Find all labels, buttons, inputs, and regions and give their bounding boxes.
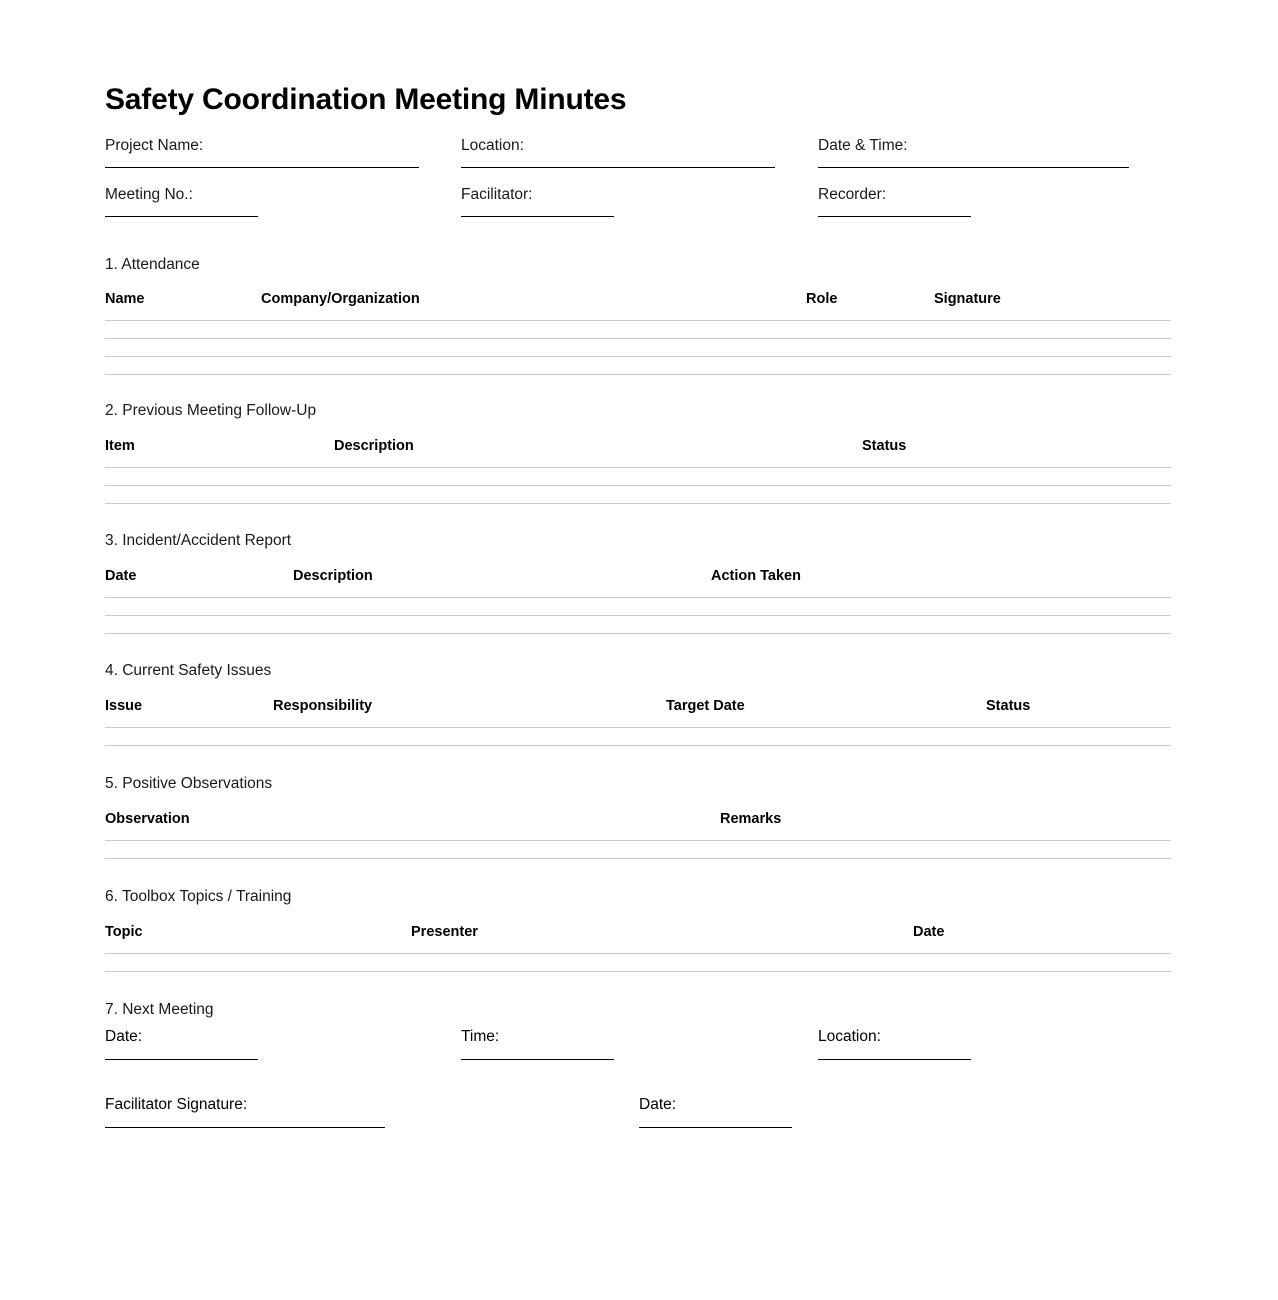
table-safety-issues-header-row [105,697,1171,719]
table-row[interactable] [105,485,1171,503]
table-previous-meeting-body [105,467,1171,504]
table-row[interactable] [105,615,1171,633]
field-location-rule [461,167,775,168]
field-next-meeting-location[interactable] [818,1028,971,1060]
table-attendance [105,290,1171,375]
table-safety-issues-body [105,727,1171,746]
field-next-meeting-time-rule [461,1059,614,1060]
section-heading-next-meeting: 7. Next Meeting [105,1001,214,1018]
column-header-description: Description [293,568,373,584]
field-signature-date-rule [639,1127,792,1128]
column-header-company: Company/Organization [261,291,420,307]
table-incident-accident-report [105,567,1171,634]
section-heading-previous-meeting-follow-up: 2. Previous Meeting Follow-Up [105,402,317,419]
column-header-item: Item [105,438,135,454]
table-attendance-body [105,320,1171,375]
field-facilitator-signature-rule [105,1127,385,1128]
table-row[interactable] [105,727,1171,745]
table-observations-body [105,840,1171,859]
field-next-meeting-time-label: Time: [461,1028,500,1045]
column-header-topic: Topic [105,924,143,940]
field-recorder-rule [818,216,971,217]
page-title: Safety Coordination Meeting Minutes [105,83,627,116]
section-heading-toolbox-topics-training: 6. Toolbox Topics / Training [105,888,292,905]
field-project-name[interactable] [105,137,419,168]
column-header-action-taken: Action Taken [711,568,801,584]
field-recorder-label: Recorder: [818,186,887,203]
table-bottom-rule [105,503,1171,504]
column-header-description: Description [334,438,414,454]
column-header-status: Status [862,438,907,454]
table-row[interactable] [105,467,1171,485]
field-meeting-no-rule [105,216,258,217]
column-header-target-date: Target Date [666,698,745,714]
column-header-role: Role [806,291,838,307]
section-heading-attendance: 1. Attendance [105,256,200,273]
table-row[interactable] [105,840,1171,858]
table-observations-header-row [105,810,1171,832]
field-recorder[interactable] [818,186,971,217]
field-next-meeting-location-rule [818,1059,971,1060]
column-header-date: Date [913,924,945,940]
table-toolbox-body [105,953,1171,972]
column-header-date: Date [105,568,137,584]
column-header-remarks: Remarks [720,811,782,827]
field-facilitator-rule [461,216,614,217]
field-date-time-label: Date & Time: [818,137,908,154]
field-next-meeting-date-label: Date: [105,1028,143,1045]
table-incident-header-row [105,567,1171,589]
field-facilitator-signature-label: Facilitator Signature: [105,1096,248,1113]
column-header-signature: Signature [934,291,1001,307]
section-heading-positive-observations: 5. Positive Observations [105,775,273,792]
table-bottom-rule [105,633,1171,634]
field-next-meeting-location-label: Location: [818,1028,881,1045]
column-header-issue: Issue [105,698,143,714]
field-facilitator-signature[interactable] [105,1096,385,1128]
field-next-meeting-date[interactable] [105,1028,258,1060]
section-heading-current-safety-issues: 4. Current Safety Issues [105,662,272,679]
table-current-safety-issues [105,697,1171,746]
table-row[interactable] [105,338,1171,356]
field-signature-date[interactable] [639,1096,792,1128]
column-header-observation: Observation [105,811,190,827]
field-next-meeting-time[interactable] [461,1028,614,1060]
section-heading-incident-accident-report: 3. Incident/Accident Report [105,532,292,549]
column-header-responsibility: Responsibility [273,698,373,714]
table-row[interactable] [105,320,1171,338]
field-signature-date-label: Date: [639,1096,677,1113]
table-incident-body [105,597,1171,634]
field-meeting-no-label: Meeting No.: [105,186,193,203]
table-positive-observations [105,810,1171,859]
table-row[interactable] [105,356,1171,374]
field-date-time[interactable] [818,137,1129,168]
field-location-label: Location: [461,137,524,154]
table-toolbox-header-row [105,923,1171,945]
table-bottom-rule [105,971,1171,972]
table-attendance-header-row [105,290,1171,312]
table-bottom-rule [105,858,1171,859]
column-header-name: Name [105,291,145,307]
table-row[interactable] [105,953,1171,971]
table-bottom-rule [105,374,1171,375]
column-header-presenter: Presenter [411,924,478,940]
table-previous-meeting-follow-up [105,437,1171,504]
table-toolbox-topics [105,923,1171,972]
field-facilitator[interactable] [461,186,614,217]
field-project-name-label: Project Name: [105,137,204,154]
field-date-time-rule [818,167,1129,168]
column-header-status: Status [986,698,1031,714]
table-previous-meeting-header-row [105,437,1171,459]
field-next-meeting-date-rule [105,1059,258,1060]
field-facilitator-label: Facilitator: [461,186,533,203]
table-row[interactable] [105,597,1171,615]
field-location[interactable] [461,137,775,168]
field-project-name-rule [105,167,419,168]
field-meeting-no[interactable] [105,186,258,217]
table-bottom-rule [105,745,1171,746]
